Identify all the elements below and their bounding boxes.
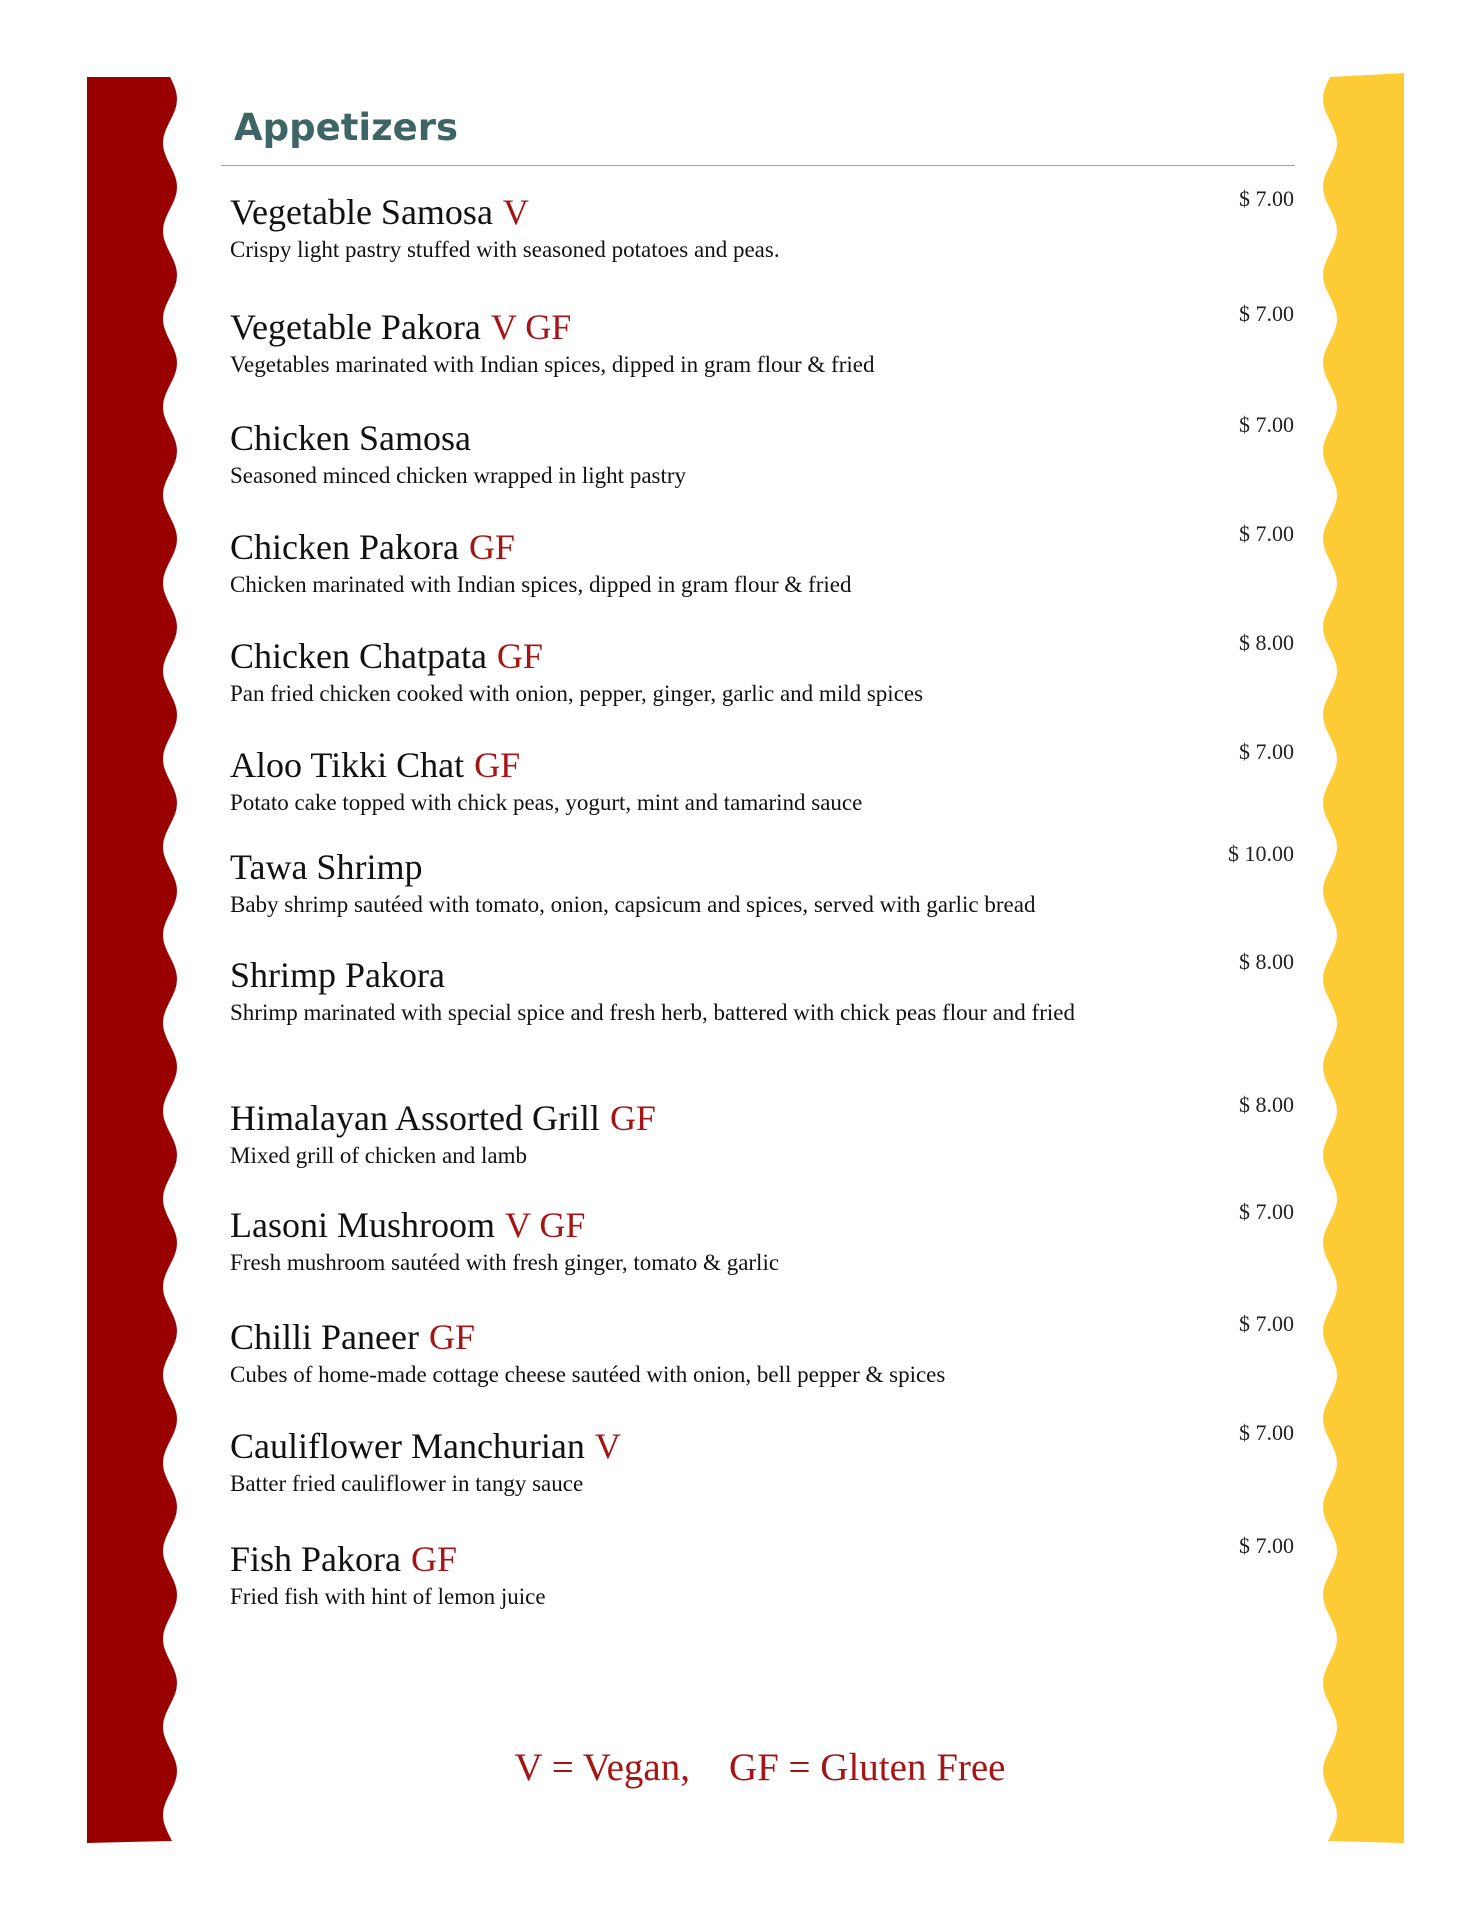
item-price: $ 7.00	[1239, 739, 1294, 764]
title-divider	[221, 165, 1295, 166]
menu-item	[230, 1533, 1310, 1613]
menu-item	[230, 1199, 1310, 1279]
item-name: Lasoni Mushroom	[230, 1205, 495, 1245]
item-description: Seasoned minced chicken wrapped in light pastry	[230, 463, 687, 488]
menu-item	[230, 841, 1310, 921]
item-price: $ 7.00	[1239, 186, 1294, 211]
item-tags: GF	[411, 1539, 458, 1579]
item-description: Pan fried chicken cooked with onion, pepper, ginger, garlic and mild spices	[230, 681, 924, 706]
item-description: Chicken marinated with Indian spices, dipped in gram flour & fried	[230, 572, 852, 597]
left-wavy-band	[87, 77, 177, 1843]
item-price: $ 8.00	[1239, 949, 1294, 974]
item-description: Vegetables marinated with Indian spices, dipped in gram flour & fried	[230, 352, 875, 377]
item-price: $ 8.00	[1239, 630, 1294, 655]
menu-item	[230, 521, 1310, 601]
item-name: Chicken Samosa	[230, 418, 471, 458]
item-price: $ 8.00	[1239, 1092, 1294, 1117]
menu-item	[230, 739, 1310, 819]
item-name: Cauliflower Manchurian	[230, 1426, 585, 1466]
item-name: Shrimp Pakora	[230, 955, 445, 995]
menu-item	[230, 412, 1310, 492]
item-price: $ 7.00	[1239, 521, 1294, 546]
item-price: $ 7.00	[1239, 1420, 1294, 1445]
item-price: $ 7.00	[1239, 1533, 1294, 1558]
item-name: Vegetable Pakora	[230, 307, 481, 347]
item-description: Mixed grill of chicken and lamb	[230, 1143, 528, 1168]
item-description: Fresh mushroom sautéed with fresh ginger, tomato & garlic	[230, 1250, 780, 1275]
menu-item	[230, 949, 1310, 1029]
menu-item	[230, 630, 1310, 710]
dietary-legend: V = Vegan, GF = Gluten Free	[514, 1746, 1006, 1789]
item-description: Batter fried cauliflower in tangy sauce	[230, 1471, 584, 1496]
item-description: Potato cake topped with chick peas, yogurt, mint and tamarind sauce	[230, 790, 863, 815]
item-tags: GF	[609, 1098, 656, 1138]
right-wavy-band	[1323, 73, 1404, 1843]
item-description: Cubes of home-made cottage cheese sautéed with onion, bell pepper & spices	[230, 1362, 946, 1387]
item-description: Crispy light pastry stuffed with seasoned potatoes and peas.	[230, 237, 780, 262]
item-tags: GF	[428, 1317, 475, 1357]
item-name: Fish Pakora	[230, 1539, 401, 1579]
item-description: Baby shrimp sautéed with tomato, onion, capsicum and spices, served with garlic bread	[230, 892, 1036, 917]
item-name: Tawa Shrimp	[230, 847, 423, 887]
item-name: Chicken Pakora	[230, 527, 459, 567]
item-tags: GF	[496, 636, 543, 676]
item-name: Vegetable Samosa	[230, 192, 493, 232]
section-title: Appetizers	[234, 106, 458, 149]
item-name: Himalayan Assorted Grill	[230, 1098, 600, 1138]
menu-item	[230, 301, 1310, 381]
item-price: $ 7.00	[1239, 412, 1294, 437]
item-tags: V GF	[505, 1205, 586, 1245]
item-description: Shrimp marinated with special spice and fresh herb, battered with chick peas flour and fried	[230, 1000, 1075, 1025]
item-name: Aloo Tikki Chat	[230, 745, 465, 785]
item-price: $ 7.00	[1239, 1311, 1294, 1336]
item-price: $ 10.00	[1228, 841, 1294, 866]
item-tags: GF	[474, 745, 521, 785]
menu-item	[230, 186, 1310, 266]
menu-item	[230, 1311, 1310, 1391]
item-tags: GF	[468, 527, 515, 567]
item-name: Chilli Paneer	[230, 1317, 419, 1357]
item-tags: V	[502, 192, 529, 232]
item-price: $ 7.00	[1239, 1199, 1294, 1224]
item-name: Chicken Chatpata	[230, 636, 487, 676]
item-description: Fried fish with hint of lemon juice	[230, 1584, 546, 1609]
menu-item	[230, 1092, 1310, 1172]
item-tags: V GF	[490, 307, 572, 347]
menu-item	[230, 1420, 1310, 1500]
item-price: $ 7.00	[1239, 301, 1294, 326]
item-tags: V	[594, 1426, 621, 1466]
